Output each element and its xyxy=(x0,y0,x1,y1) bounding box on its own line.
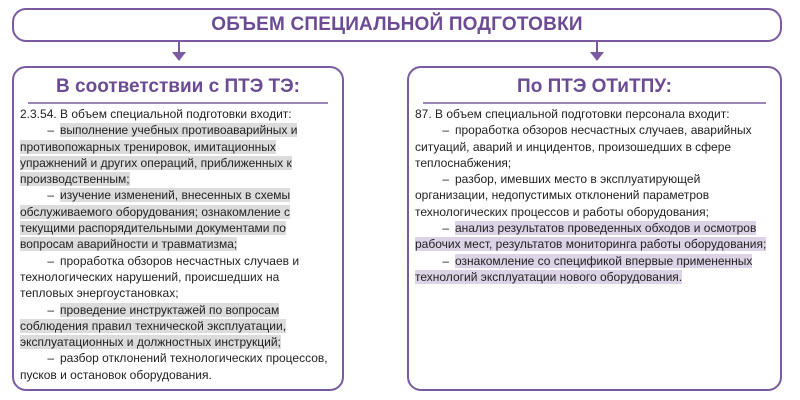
left-panel-body xyxy=(20,106,334,383)
right-item-list xyxy=(415,122,772,285)
left-list-item xyxy=(20,302,334,351)
list-item-text: анализ результатов проведенных обходов и осмотров рабочих мест, результатов мониторинга работы оборудования; xyxy=(415,221,767,252)
left-list-item xyxy=(20,253,334,302)
arrow-down-right xyxy=(588,42,606,62)
right-panel-divider xyxy=(423,102,766,104)
left-list-item xyxy=(20,350,334,383)
list-dash: – xyxy=(47,188,54,203)
list-dash: – xyxy=(442,221,449,236)
main-title-text: ОБЪЕМ СПЕЦИАЛЬНОЙ ПОДГОТОВКИ xyxy=(211,14,583,35)
left-item-list xyxy=(20,122,334,383)
left-panel-heading: В соответствии с ПТЭ ТЭ: xyxy=(56,76,300,97)
list-item-text: разбор отклонений технологических процессов, пусков и остановок оборудования. xyxy=(20,351,328,382)
right-list-item xyxy=(415,122,772,171)
right-panel-body xyxy=(415,106,772,285)
main-title xyxy=(12,8,782,42)
left-panel-divider xyxy=(28,102,328,104)
left-panel xyxy=(12,66,344,391)
list-dash: – xyxy=(442,172,449,187)
list-item-text: изучение изменений, внесенных в схемы обслуживаемого оборудования; ознакомление с текущими распорядительными документами по вопросам аварийности и травматизма; xyxy=(20,188,291,252)
list-item-text: проработка обзоров несчастных случаев и технологических нарушений, происшедших на тепловых энергоустановках; xyxy=(20,253,300,301)
right-list-item xyxy=(415,171,772,220)
list-dash: – xyxy=(47,351,54,366)
right-list-item xyxy=(415,220,772,253)
list-dash: – xyxy=(47,302,54,317)
right-list-item xyxy=(415,253,772,286)
list-item-text: выполнение учебных противоаварийных и противопожарных тренировок, имитационных упражнений и других операций, приближенных к производственным; xyxy=(20,123,298,187)
list-item-text: проработка обзоров несчастных случаев, аварийных ситуаций, аварий и инцидентов, произошедших в сфере теплоснабжения; xyxy=(415,123,752,170)
left-panel-lead: 2.3.54. В объем специальной подготовки входит: xyxy=(20,107,292,121)
left-list-item xyxy=(20,187,334,252)
list-dash: – xyxy=(47,253,54,268)
left-list-item xyxy=(20,122,334,187)
list-item-text: ознакомление со спецификой впервые примененных технологий эксплуатации нового оборудования. xyxy=(415,253,753,284)
arrow-down-left xyxy=(170,42,188,62)
right-panel-lead: 87. В объем специальной подготовки персонала входит: xyxy=(415,107,730,121)
right-panel-heading: По ПТЭ ОТиТПУ: xyxy=(517,76,672,97)
list-item-text: разбор, имевших место в эксплуатирующей организации, недопустимых отклонений параметров технологических процессов и работы оборудования; xyxy=(415,172,710,219)
list-dash: – xyxy=(442,253,449,268)
right-panel xyxy=(407,66,782,391)
list-dash: – xyxy=(442,123,449,138)
list-item-text: проведение инструктажей по вопросам соблюдения правил технической эксплуатации, эксплуатационных и должностных инструкций; xyxy=(20,302,287,350)
list-dash: – xyxy=(47,123,54,138)
